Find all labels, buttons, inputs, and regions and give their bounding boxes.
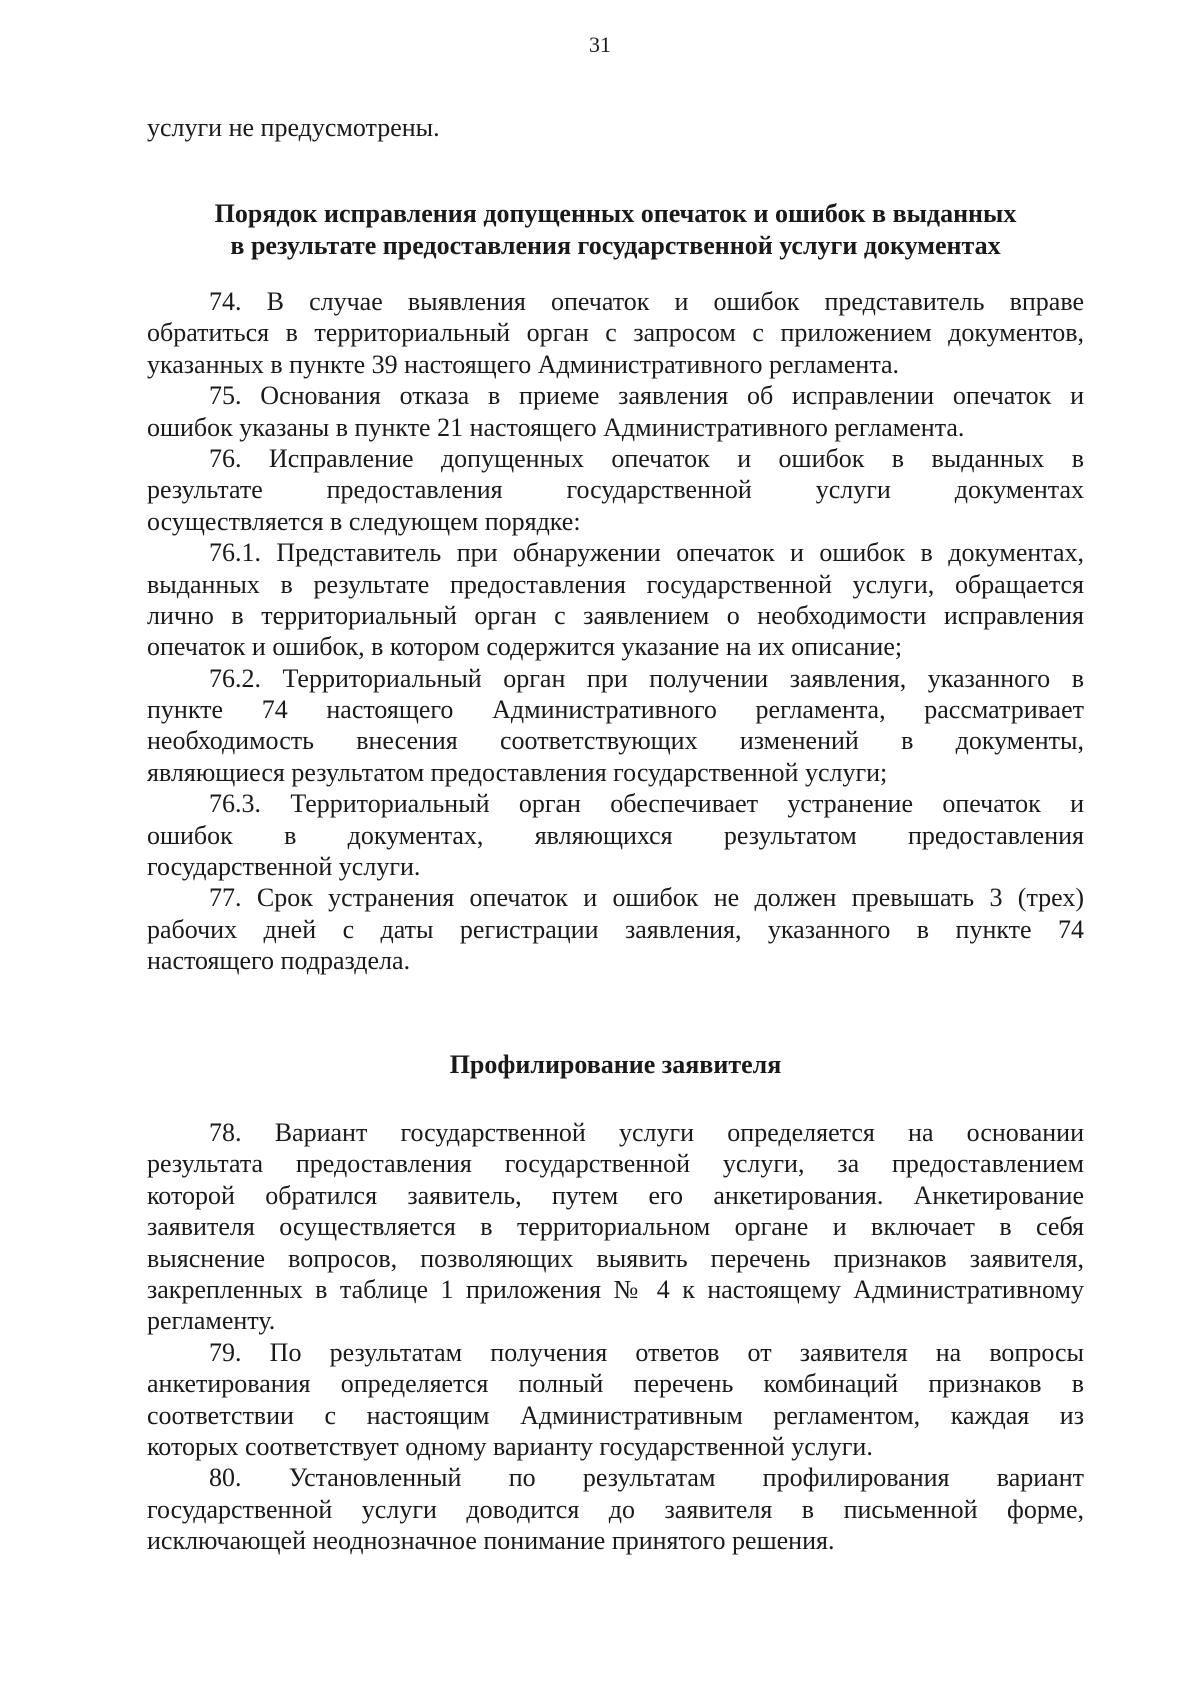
paragraph-77-line: настоящего подраздела. <box>147 946 411 976</box>
paragraph-76-line: 76. Исправление допущенных опечаток и ошибок в выданных в <box>209 443 1084 473</box>
paragraph-75-line: ошибок указаны в пункте 21 настоящего Административного регламента. <box>147 412 965 442</box>
paragraph-76-1-line: 76.1. Представитель при обнаружении опечаток и ошибок в документах, <box>209 538 1084 568</box>
paragraph-80-line: государственной услуги доводится до заявителя в письменной форме, <box>147 1494 1084 1524</box>
paragraph-79-line: анкетирования определяется полный перечень комбинаций признаков в <box>147 1369 1084 1399</box>
paragraph-77-line: рабочих дней с даты регистрации заявления, указанного в пункте 74 <box>147 914 1084 944</box>
paragraph-76-3-line: государственной услуги. <box>147 852 421 882</box>
paragraph-78-line: результата предоставления государственной услуги, за предоставлением <box>147 1149 1084 1179</box>
heading-line: Профилирование заявителя <box>449 1050 782 1079</box>
paragraph-77-line: 77. Срок устранения опечаток и ошибок не должен превышать 3 (трех) <box>209 883 1084 913</box>
paragraph-80-line: исключающей неоднозначное понимание принятого решения. <box>147 1526 835 1556</box>
paragraph-78-line: 78. Вариант государственной услуги определяется на основании <box>209 1118 1084 1147</box>
paragraph-76-line: осуществляется в следующем порядке: <box>147 506 581 536</box>
page-number: 31 <box>589 32 611 57</box>
paragraph-74-line: 74. В случае выявления опечаток и ошибок представитель вправе <box>209 287 1084 316</box>
paragraph-78-line: которой обратился заявитель, путем его анкетирования. Анкетирование <box>147 1180 1084 1210</box>
paragraph-76-2-line: необходимость внесения соответствующих изменений в документы, <box>147 726 1084 756</box>
section-body-corrections <box>147 286 1084 977</box>
heading-line: Порядок исправления допущенных опечаток и ошибок в выданных <box>214 199 1017 228</box>
paragraph-74-line: указанных в пункте 39 настоящего Административного регламента. <box>147 349 900 379</box>
paragraph-79-line: 79. По результатам получения ответов от заявителя на вопросы <box>209 1337 1084 1367</box>
paragraph-75-line: 75. Основания отказа в приеме заявления об исправлении опечаток и <box>209 381 1084 411</box>
paragraph-78-line: выяснение вопросов, позволяющих выявить перечень признаков заявителя, <box>147 1243 1084 1273</box>
paragraph-76-2-line: являющиеся результатом предоставления государственной услуги; <box>147 757 888 787</box>
paragraph-76-1-line: лично в территориальный орган с заявлением о необходимости исправления <box>147 600 1084 630</box>
paragraph-78-line: регламенту. <box>147 1306 276 1336</box>
paragraph-76-3-line: ошибок в документах, являющихся результатом предоставления <box>147 820 1084 850</box>
paragraph-80-line: 80. Установленный по результатам профилирования вариант <box>209 1463 1084 1493</box>
paragraph-76-1-line: выданных в результате предоставления государственной услуги, обращается <box>147 569 1084 599</box>
paragraph-78-line: закрепленных в таблице 1 приложения № 4 к настоящему Административному <box>147 1274 1084 1304</box>
paragraph-76-2-line: пункте 74 настоящего Административного регламента, рассматривает <box>147 695 1084 725</box>
paragraph-79-line: соответствии с настоящим Административным регламентом, каждая из <box>147 1400 1084 1430</box>
section-body-profiling <box>147 1117 1084 1556</box>
text-line: услуги не предусмотрены. <box>147 113 440 142</box>
paragraph-74-line: обратиться в территориальный орган с запросом с приложением документов, <box>147 318 1084 348</box>
heading-line: в результате предоставления государственной услуги документах <box>230 231 1001 260</box>
continuation-text <box>147 112 1084 143</box>
paragraph-78-line: заявителя осуществляется в территориальном органе и включает в себя <box>147 1212 1084 1242</box>
section-heading-corrections <box>147 198 1084 262</box>
paragraph-76-3-line: 76.3. Территориальный орган обеспечивает устранение опечаток и <box>209 789 1084 819</box>
paragraph-79-line: которых соответствует одному варианту государственной услуги. <box>147 1431 873 1461</box>
paragraph-76-2-line: 76.2. Территориальный орган при получении заявления, указанного в <box>209 663 1084 693</box>
paragraph-76-1-line: опечаток и ошибок, в котором содержится указание на их описание; <box>147 632 903 662</box>
section-heading-profiling <box>147 1049 1084 1081</box>
paragraph-76-line: результате предоставления государственной услуги документах <box>147 475 1084 505</box>
